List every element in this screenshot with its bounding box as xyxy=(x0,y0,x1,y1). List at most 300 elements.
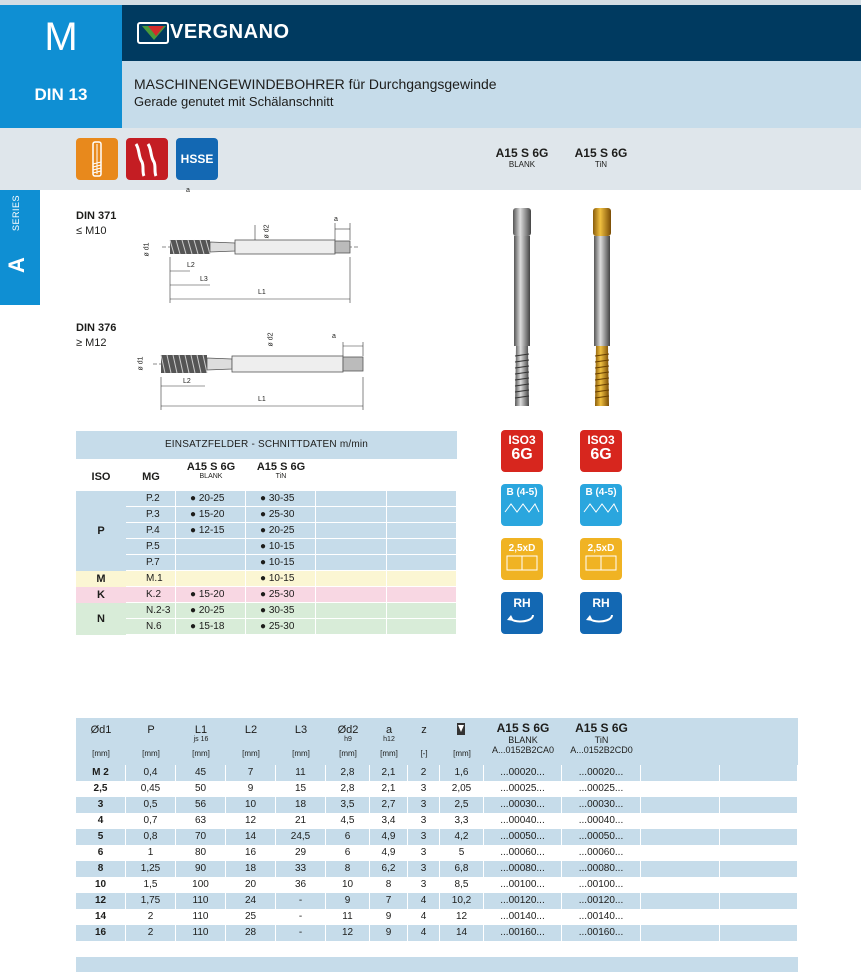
dim-head-unit: [mm] xyxy=(292,749,310,758)
cut-blank xyxy=(176,539,246,554)
cut-empty xyxy=(387,555,457,570)
iso3-badge-tin: ISO3 6G xyxy=(580,430,622,472)
rh-badge-blank: RH xyxy=(501,592,543,634)
d371-l2: L2 xyxy=(187,262,195,269)
dim-head-sub xyxy=(76,736,126,745)
dim-cell: ...00030... xyxy=(562,797,641,813)
dim-cell: ...00025... xyxy=(484,781,562,797)
dim-head-sub: h12 xyxy=(383,736,395,743)
dim-row xyxy=(76,781,798,797)
cut-iso-group: N xyxy=(76,603,126,635)
dim-cell: 4 xyxy=(408,909,440,925)
dim-head-unit: [mm] xyxy=(192,749,210,758)
dim-cell: 14 xyxy=(76,909,126,925)
dim-cell: 12 xyxy=(226,813,276,829)
dim-cell: 2,7 xyxy=(370,797,408,813)
dim-cell: 3 xyxy=(408,797,440,813)
column-head-blank: A15 S 6G BLANK xyxy=(495,146,549,169)
d376-l2: L2 xyxy=(183,378,191,385)
dim-cell: 36 xyxy=(276,877,326,893)
chamfer-icon xyxy=(501,498,543,518)
cut-tin: ● 30-35 xyxy=(246,491,316,506)
dim-cell: 8 xyxy=(370,877,408,893)
dim-cell: 4 xyxy=(408,925,440,941)
dim-cell: 7 xyxy=(226,765,276,781)
dim-head-label: L2 xyxy=(244,724,258,736)
dim-cell: ...00120... xyxy=(484,893,562,909)
product-subtitle: Gerade genutet mit Schälanschnitt xyxy=(134,94,334,109)
depth-icon xyxy=(501,554,543,572)
cut-blank: ● 12-15 xyxy=(176,523,246,538)
cut-tin: ● 10-15 xyxy=(246,539,316,554)
dim-cell: ...00020... xyxy=(562,765,641,781)
cut-iso-group: M xyxy=(76,571,126,587)
dim-cell-empty xyxy=(720,877,798,893)
cut-tin: ● 10-15 xyxy=(246,555,316,570)
cut-empty xyxy=(387,539,457,554)
depth-icon xyxy=(580,554,622,572)
cut-mg: K.2 xyxy=(126,587,176,602)
dim-code-coating: BLANK xyxy=(508,735,538,745)
cut-row xyxy=(126,587,457,602)
rotation-arrow-icon xyxy=(580,610,622,628)
dim-head-label: P xyxy=(147,724,155,736)
dim-head-label: L1 xyxy=(194,724,208,736)
tap-depth-icon xyxy=(455,722,467,734)
dim-cell: 50 xyxy=(176,781,226,797)
series-word: SERIES xyxy=(11,194,22,232)
cut-empty xyxy=(316,555,387,570)
dim-cell: 3,5 xyxy=(326,797,370,813)
dim-cell-empty xyxy=(720,925,798,941)
dim-cell: 2,8 xyxy=(326,765,370,781)
cut-iso-group: K xyxy=(76,587,126,603)
dim-cell: 3,4 xyxy=(370,813,408,829)
dim-cell: 7 xyxy=(370,893,408,909)
cut-blank: ● 15-20 xyxy=(176,507,246,522)
dim-cell: ...00060... xyxy=(562,845,641,861)
dim-cell: ...00080... xyxy=(484,861,562,877)
cut-mg: N.6 xyxy=(126,619,176,634)
cut-empty xyxy=(316,507,387,522)
cut-blank: ● 15-20 xyxy=(176,587,246,602)
cutting-data-title: EINSATZFELDER - SCHNITTDATEN m/min xyxy=(76,431,457,459)
brand-name: VERGNANO xyxy=(170,21,290,43)
rh-badge-tin: RH xyxy=(580,592,622,634)
d371-d1: ø d1 xyxy=(143,242,151,257)
cut-tin: ● 25-30 xyxy=(246,619,316,634)
cut-tin: ● 25-30 xyxy=(246,587,316,602)
dim-cell: 15 xyxy=(276,781,326,797)
dim-cell: 0,7 xyxy=(126,813,176,829)
dim-cell: 4,9 xyxy=(370,829,408,845)
d376-a: a xyxy=(332,333,336,340)
d371-l3: L3 xyxy=(200,276,208,283)
cut-mg: P.3 xyxy=(126,507,176,522)
logo-mark-icon xyxy=(137,22,169,44)
dim-cell: 8,5 xyxy=(440,877,484,893)
dim-cell-empty xyxy=(641,781,720,797)
dim-head-unit: [mm] xyxy=(339,749,357,758)
dim-cell: 16 xyxy=(76,925,126,941)
dim-cell: 1,5 xyxy=(126,877,176,893)
d371-a2: a xyxy=(334,216,338,223)
dim-cell: 3 xyxy=(408,829,440,845)
dim-cell: 4,2 xyxy=(440,829,484,845)
dim-cell: 10 xyxy=(326,877,370,893)
dim-cell: 6 xyxy=(326,845,370,861)
dim-cell: 2,5 xyxy=(440,797,484,813)
cut-tin: ● 20-25 xyxy=(246,523,316,538)
dim-cell-empty xyxy=(720,797,798,813)
dim-cell-empty xyxy=(641,797,720,813)
dim-head-4 xyxy=(226,718,276,758)
cut-row xyxy=(126,507,457,522)
column-head-tin: A15 S 6G TiN xyxy=(574,146,628,169)
depth-badge-blank: 2,5xD xyxy=(501,538,543,580)
dim-code-number: A...0152B2CD0 xyxy=(570,745,633,755)
dim-cell-empty xyxy=(641,845,720,861)
dim-row xyxy=(76,893,798,909)
dim-cell: 21 xyxy=(276,813,326,829)
cut-row xyxy=(126,571,457,586)
dim-row-empty xyxy=(76,957,798,972)
dim-cell: 0,8 xyxy=(126,829,176,845)
dim-cell: ...00100... xyxy=(562,877,641,893)
dim-cell: 24 xyxy=(226,893,276,909)
cut-iso-group: P xyxy=(76,491,126,571)
dim-code-name: A15 S 6G xyxy=(575,721,628,735)
dim-cell-empty xyxy=(641,829,720,845)
cut-mg: P.2 xyxy=(126,491,176,506)
dim-cell: 3 xyxy=(408,877,440,893)
dim-cell: 0,45 xyxy=(126,781,176,797)
dim-head-label: L3 xyxy=(294,724,308,736)
dim-cell-empty xyxy=(720,909,798,925)
tool-photo-blank xyxy=(508,206,536,411)
cut-row xyxy=(126,523,457,538)
dim-cell: 9 xyxy=(226,781,276,797)
dim-cell: 2 xyxy=(408,765,440,781)
dim-cell: 11 xyxy=(326,909,370,925)
dim-cell: 12 xyxy=(326,925,370,941)
dim-cell: 3 xyxy=(408,781,440,797)
dim-cell: 4 xyxy=(76,813,126,829)
dim-cell: 18 xyxy=(226,861,276,877)
dim-cell: 6,8 xyxy=(440,861,484,877)
cut-mg: P.4 xyxy=(126,523,176,538)
dim-cell: 33 xyxy=(276,861,326,877)
cut-blank: ● 20-25 xyxy=(176,491,246,506)
dim-row xyxy=(76,909,798,925)
dim-code-coating: TiN xyxy=(594,735,609,745)
dim-cell-empty xyxy=(641,765,720,781)
dim-row xyxy=(76,813,798,829)
cut-blank: ● 20-25 xyxy=(176,603,246,618)
dim-cell: 6 xyxy=(76,845,126,861)
dim-head-unit: [mm] xyxy=(380,749,398,758)
dim-cell-empty xyxy=(641,877,720,893)
dim-row xyxy=(76,765,798,781)
cut-empty xyxy=(316,571,387,586)
dim-cell: ...00140... xyxy=(484,909,562,925)
dim-code-number: A...0152B2CA0 xyxy=(491,745,555,755)
dim-cell: 110 xyxy=(176,925,226,941)
dim-cell: 28 xyxy=(226,925,276,941)
dim-head-1 xyxy=(76,718,126,758)
din376-range: ≥ M12 xyxy=(76,337,107,349)
dim-head-label: a xyxy=(385,724,393,736)
cut-mg: P.7 xyxy=(126,555,176,570)
dim-row xyxy=(76,925,798,941)
dim-head-unit: [mm] xyxy=(242,749,260,758)
dim-head-label: z xyxy=(421,724,427,736)
dim-cell: 100 xyxy=(176,877,226,893)
dim-cell: 2,5 xyxy=(76,781,126,797)
dim-cell: 2,1 xyxy=(370,765,408,781)
straight-flute-icon xyxy=(76,138,118,180)
dim-head-7 xyxy=(370,718,408,758)
dim-row xyxy=(76,861,798,877)
dim-cell: ...00030... xyxy=(484,797,562,813)
dim-cell: ...00060... xyxy=(484,845,562,861)
chamfer-badge-blank: B (4-5) xyxy=(501,484,543,526)
dim-cell-empty xyxy=(641,925,720,941)
dim-row xyxy=(76,845,798,861)
dim-cell: 56 xyxy=(176,797,226,813)
cut-row xyxy=(126,555,457,570)
cut-head-mg: MG xyxy=(142,471,160,483)
cut-empty xyxy=(316,491,387,506)
dim-cell: 4,5 xyxy=(326,813,370,829)
dim-cell: 18 xyxy=(276,797,326,813)
title-bar xyxy=(122,61,861,128)
cut-head-iso: ISO xyxy=(91,471,111,483)
dim-cell: 10 xyxy=(226,797,276,813)
dim-cell: 2,05 xyxy=(440,781,484,797)
dim-cell: 110 xyxy=(176,893,226,909)
dim-head-sub: js 16 xyxy=(193,736,209,743)
dim-code-name: A15 S 6G xyxy=(496,721,550,735)
dim-cell: ...00040... xyxy=(562,813,641,829)
dim-cell: 110 xyxy=(176,909,226,925)
dim-cell: 20 xyxy=(226,877,276,893)
dim-head-6 xyxy=(326,718,370,758)
dim-cell: ...00050... xyxy=(484,829,562,845)
cut-empty xyxy=(387,507,457,522)
dim-head-sub xyxy=(276,736,326,745)
dim-cell: 16 xyxy=(226,845,276,861)
cut-tin: ● 25-30 xyxy=(246,507,316,522)
din371-range: ≤ M10 xyxy=(76,225,107,237)
dim-cell: 4,9 xyxy=(370,845,408,861)
dim-cell: 2,1 xyxy=(370,781,408,797)
cut-blank xyxy=(176,571,246,586)
cut-empty xyxy=(316,603,387,618)
cut-row xyxy=(126,603,457,618)
dim-cell: 9 xyxy=(326,893,370,909)
dim-cell: 5 xyxy=(440,845,484,861)
dim-head-3 xyxy=(176,718,226,758)
dim-cell: ...00120... xyxy=(562,893,641,909)
dim-cell: 3 xyxy=(76,797,126,813)
dim-head-8 xyxy=(408,718,440,758)
d371-a: a xyxy=(186,187,190,194)
dim-cell: 0,4 xyxy=(126,765,176,781)
rotation-arrow-icon xyxy=(501,610,543,628)
dim-cell-empty xyxy=(720,829,798,845)
cut-empty xyxy=(387,603,457,618)
dim-cell: 24,5 xyxy=(276,829,326,845)
vergnano-logo xyxy=(137,21,290,44)
dim-cell: - xyxy=(276,893,326,909)
dim-head-5 xyxy=(276,718,326,758)
dim-cell-empty xyxy=(720,861,798,877)
dim-row xyxy=(76,877,798,893)
dim-cell: ...00080... xyxy=(562,861,641,877)
dim-cell: 12 xyxy=(76,893,126,909)
dim-head-sub xyxy=(126,736,176,745)
dim-head-unit: [-] xyxy=(420,749,428,758)
dim-cell: 2 xyxy=(126,909,176,925)
dim-head-code-2 xyxy=(562,718,641,755)
dim-row xyxy=(76,797,798,813)
dim-cell: M 2 xyxy=(76,765,126,781)
dim-cell: ...00160... xyxy=(484,925,562,941)
dim-cell: 3,3 xyxy=(440,813,484,829)
series-letter: A xyxy=(3,257,29,273)
d376-d1: ø d1 xyxy=(137,356,145,371)
dim-cell: 63 xyxy=(176,813,226,829)
din371-label: DIN 371 xyxy=(76,210,117,222)
dim-head-sub xyxy=(226,736,276,745)
cut-head-tin: A15 S 6G TiN xyxy=(256,461,306,480)
iso3-badge-blank: ISO3 6G xyxy=(501,430,543,472)
d376-l1: L1 xyxy=(258,396,266,403)
cut-blank xyxy=(176,555,246,570)
dim-head-label: Ød2 xyxy=(337,724,359,736)
cut-mg: P.5 xyxy=(126,539,176,554)
cut-empty xyxy=(316,587,387,602)
dim-row-empty xyxy=(76,941,798,957)
product-title: MASCHINENGEWINDEBOHRER für Durchgangsgewinde xyxy=(134,76,497,92)
dim-head-sub xyxy=(440,736,484,745)
dim-cell: 3 xyxy=(408,845,440,861)
dim-cell-empty xyxy=(720,781,798,797)
dim-cell-empty xyxy=(641,813,720,829)
dim-cell-empty xyxy=(641,909,720,925)
dim-cell: 11 xyxy=(276,765,326,781)
dim-cell: ...00020... xyxy=(484,765,562,781)
dim-cell: 14 xyxy=(440,925,484,941)
cut-empty xyxy=(316,619,387,634)
cut-empty xyxy=(387,523,457,538)
dim-cell: 2,8 xyxy=(326,781,370,797)
dim-cell: 3 xyxy=(408,861,440,877)
dim-head-unit: [mm] xyxy=(142,749,160,758)
dim-cell-empty xyxy=(641,893,720,909)
dim-cell: 5 xyxy=(76,829,126,845)
thread-type-box xyxy=(0,5,122,128)
dim-cell-empty xyxy=(720,765,798,781)
dim-cell: ...00040... xyxy=(484,813,562,829)
dim-cell-empty xyxy=(720,893,798,909)
din376-label: DIN 376 xyxy=(76,322,117,334)
dim-cell: 8 xyxy=(326,861,370,877)
dim-cell: - xyxy=(276,925,326,941)
chamfer-icon xyxy=(580,498,622,518)
dim-head-sub: h9 xyxy=(344,736,352,743)
dim-cell-empty xyxy=(720,845,798,861)
cut-empty xyxy=(387,587,457,602)
cut-empty xyxy=(387,619,457,634)
dim-cell: 0,5 xyxy=(126,797,176,813)
dim-cell: ...00025... xyxy=(562,781,641,797)
dim-cell-empty xyxy=(641,861,720,877)
dim-cell: 8 xyxy=(76,861,126,877)
cut-row xyxy=(126,539,457,554)
tool-photo-tin xyxy=(588,206,616,411)
d371-d2: ø d2 xyxy=(263,224,271,239)
dim-head-label: Ød1 xyxy=(90,724,112,736)
cut-empty xyxy=(316,523,387,538)
cut-mg: N.2-3 xyxy=(126,603,176,618)
dim-cell: 12 xyxy=(440,909,484,925)
dim-cell: 10,2 xyxy=(440,893,484,909)
dim-cell: ...00050... xyxy=(562,829,641,845)
dim-cell: 14 xyxy=(226,829,276,845)
dim-cell: - xyxy=(276,909,326,925)
dim-cell: 3 xyxy=(408,813,440,829)
chamfer-badge-tin: B (4-5) xyxy=(580,484,622,526)
dim-cell: 1,75 xyxy=(126,893,176,909)
dim-cell: 25 xyxy=(226,909,276,925)
dim-cell: 45 xyxy=(176,765,226,781)
dim-cell: 9 xyxy=(370,925,408,941)
depth-badge-tin: 2,5xD xyxy=(580,538,622,580)
hsse-material-icon: HSSE xyxy=(176,138,218,180)
dim-cell: 80 xyxy=(176,845,226,861)
cut-empty xyxy=(316,539,387,554)
dim-cell: ...00100... xyxy=(484,877,562,893)
cut-head-blank: A15 S 6G BLANK xyxy=(186,461,236,480)
dim-cell: 1,6 xyxy=(440,765,484,781)
dim-cell: 9 xyxy=(370,909,408,925)
dim-head-sub xyxy=(408,736,440,745)
dim-cell: 1,25 xyxy=(126,861,176,877)
chip-through-icon xyxy=(126,138,168,180)
dim-cell: ...00160... xyxy=(562,925,641,941)
dim-head-code-1 xyxy=(484,718,562,755)
series-tab xyxy=(0,190,40,305)
dim-head-unit: [mm] xyxy=(453,749,471,758)
dim-cell: 90 xyxy=(176,861,226,877)
dim-cell-empty xyxy=(720,813,798,829)
dim-cell: 4 xyxy=(408,893,440,909)
cut-tin: ● 10-15 xyxy=(246,571,316,586)
dim-head-unit: [mm] xyxy=(92,749,110,758)
din-standard: DIN 13 xyxy=(34,85,88,104)
cut-row xyxy=(126,491,457,506)
dim-cell: 6 xyxy=(326,829,370,845)
dim-row xyxy=(76,829,798,845)
thread-letter: M xyxy=(44,15,78,59)
dim-cell: 6,2 xyxy=(370,861,408,877)
dim-cell: 29 xyxy=(276,845,326,861)
d371-l1: L1 xyxy=(258,289,266,296)
dim-cell: ...00140... xyxy=(562,909,641,925)
d376-d2: ø d2 xyxy=(267,332,275,347)
